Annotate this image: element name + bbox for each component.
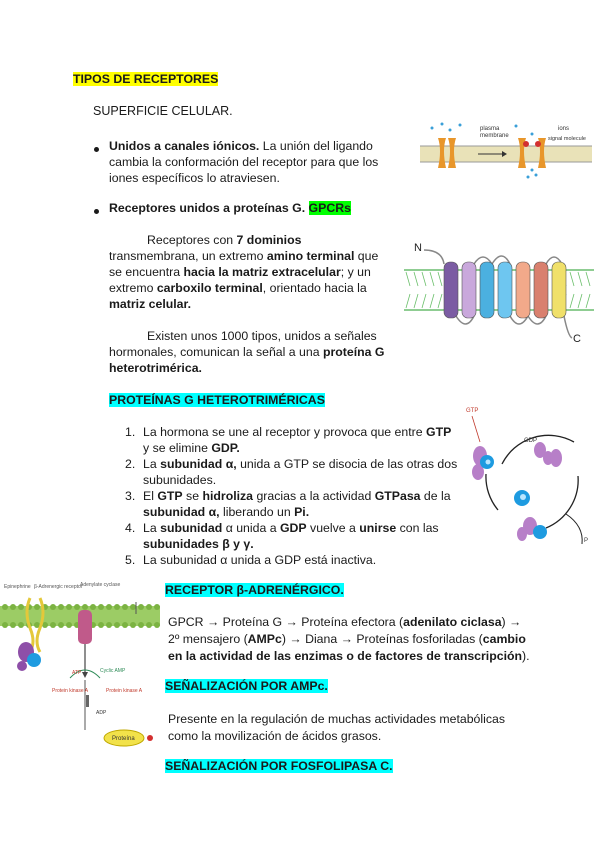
transmembrane-helix xyxy=(516,262,530,318)
section-heading: SEÑALIZACIÓN POR AMPc. xyxy=(165,679,328,693)
bullet xyxy=(94,209,99,214)
section-heading: SEÑALIZACIÓN POR FOSFOLIPASA C. xyxy=(165,759,393,773)
section-heading: SUPERFICIE CELULAR. xyxy=(93,104,233,118)
bullet xyxy=(94,147,99,152)
figure-label: Protein kinase A xyxy=(106,688,143,694)
phosphate-label: P xyxy=(584,538,589,544)
gpcr-paragraph-2: Existen unos 1000 tipos, unidos a señales hormonales, comunican la señal a una proteína G heterotrimérica. xyxy=(109,329,385,375)
gdp-label: GDP xyxy=(524,438,538,444)
list-item: 1. La hormona se une al receptor y provoca que entre GTP y se elimine GDP. xyxy=(125,425,452,455)
transmembrane-helix xyxy=(462,262,476,318)
list-item: 3. El GTP se hidroliza gracias a la actividad GTPasa de la subunidad α, liberando un Pi. xyxy=(125,489,451,519)
gtp-label: GTP xyxy=(466,408,479,414)
gpcr-heading: Receptores unidos a proteínas G. GPCRs xyxy=(109,201,351,215)
ampc-paragraph: Presente en la regulación de muchas actividades metabólicas como la movilización de ácidos grasos. xyxy=(168,712,505,743)
gpcr-paragraph-1: Receptores con 7 dominios transmembrana, un extremo amino terminal que se encuentra hacia la matriz extracelular; y un extremo carboxilo terminal, orientado hacia la matriz celular. xyxy=(109,233,379,311)
beta-paragraph: GPCR → Proteína G → Proteína efectora (adenilato ciclasa) → 2º mensajero (AMPc) → Diana → Proteínas fosforiladas (cambio en la actividad de las enzimas o de factores de transcripción). xyxy=(168,615,530,663)
transmembrane-helix xyxy=(480,262,494,318)
steps-list xyxy=(125,424,460,568)
figure-label: Epinephrine xyxy=(4,584,31,590)
beta-adrenergic-figure xyxy=(0,580,160,748)
figure-label: Protein kinase A xyxy=(52,688,89,694)
figure-label: Adenylate cyclase xyxy=(80,582,121,588)
figure-label: β-Adrenergic receptor xyxy=(34,584,83,590)
section-heading: PROTEÍNAS G HETEROTRIMÉRICAS xyxy=(109,393,325,407)
page-title: TIPOS DE RECEPTORES xyxy=(73,72,219,86)
transmembrane-helix xyxy=(534,262,548,318)
gpcr-7tm-figure xyxy=(404,240,594,345)
list-item: 5. La subunidad α unida a GDP está inactiva. xyxy=(125,553,377,567)
figure-label: ions xyxy=(558,126,570,132)
g-protein-cycle-figure xyxy=(462,402,594,552)
list-item: 2. La subunidad α, unida a GTP se disocia de las otras dos subunidades. xyxy=(125,457,458,487)
list-item: 4. La subunidad α unida a GDP vuelve a unirse con las subunidades β y γ. xyxy=(125,521,439,551)
figure-label: signal molecule xyxy=(548,136,586,142)
figure-label: Cyclic AMP xyxy=(100,668,126,674)
figure-label: membrane xyxy=(480,133,509,139)
figure-label: Proteína xyxy=(112,736,135,742)
transmembrane-helix xyxy=(498,262,512,318)
ion-channel-paragraph: Unidos a canales iónicos. La unión del ligando cambia la conformación del receptor para que los iones específicos lo atraviesen. xyxy=(109,139,379,185)
figure-label: ATP xyxy=(72,670,82,676)
figure-label: ADP xyxy=(96,710,107,716)
transmembrane-helix xyxy=(444,262,458,318)
section-heading: RECEPTOR β-ADRENÉRGICO. xyxy=(165,583,344,597)
c-terminal-label: C xyxy=(573,333,581,345)
ion-channel-figure xyxy=(420,120,592,182)
figure-label: plasma xyxy=(480,126,500,132)
n-terminal-label: N xyxy=(414,242,422,254)
transmembrane-helix xyxy=(552,262,566,318)
